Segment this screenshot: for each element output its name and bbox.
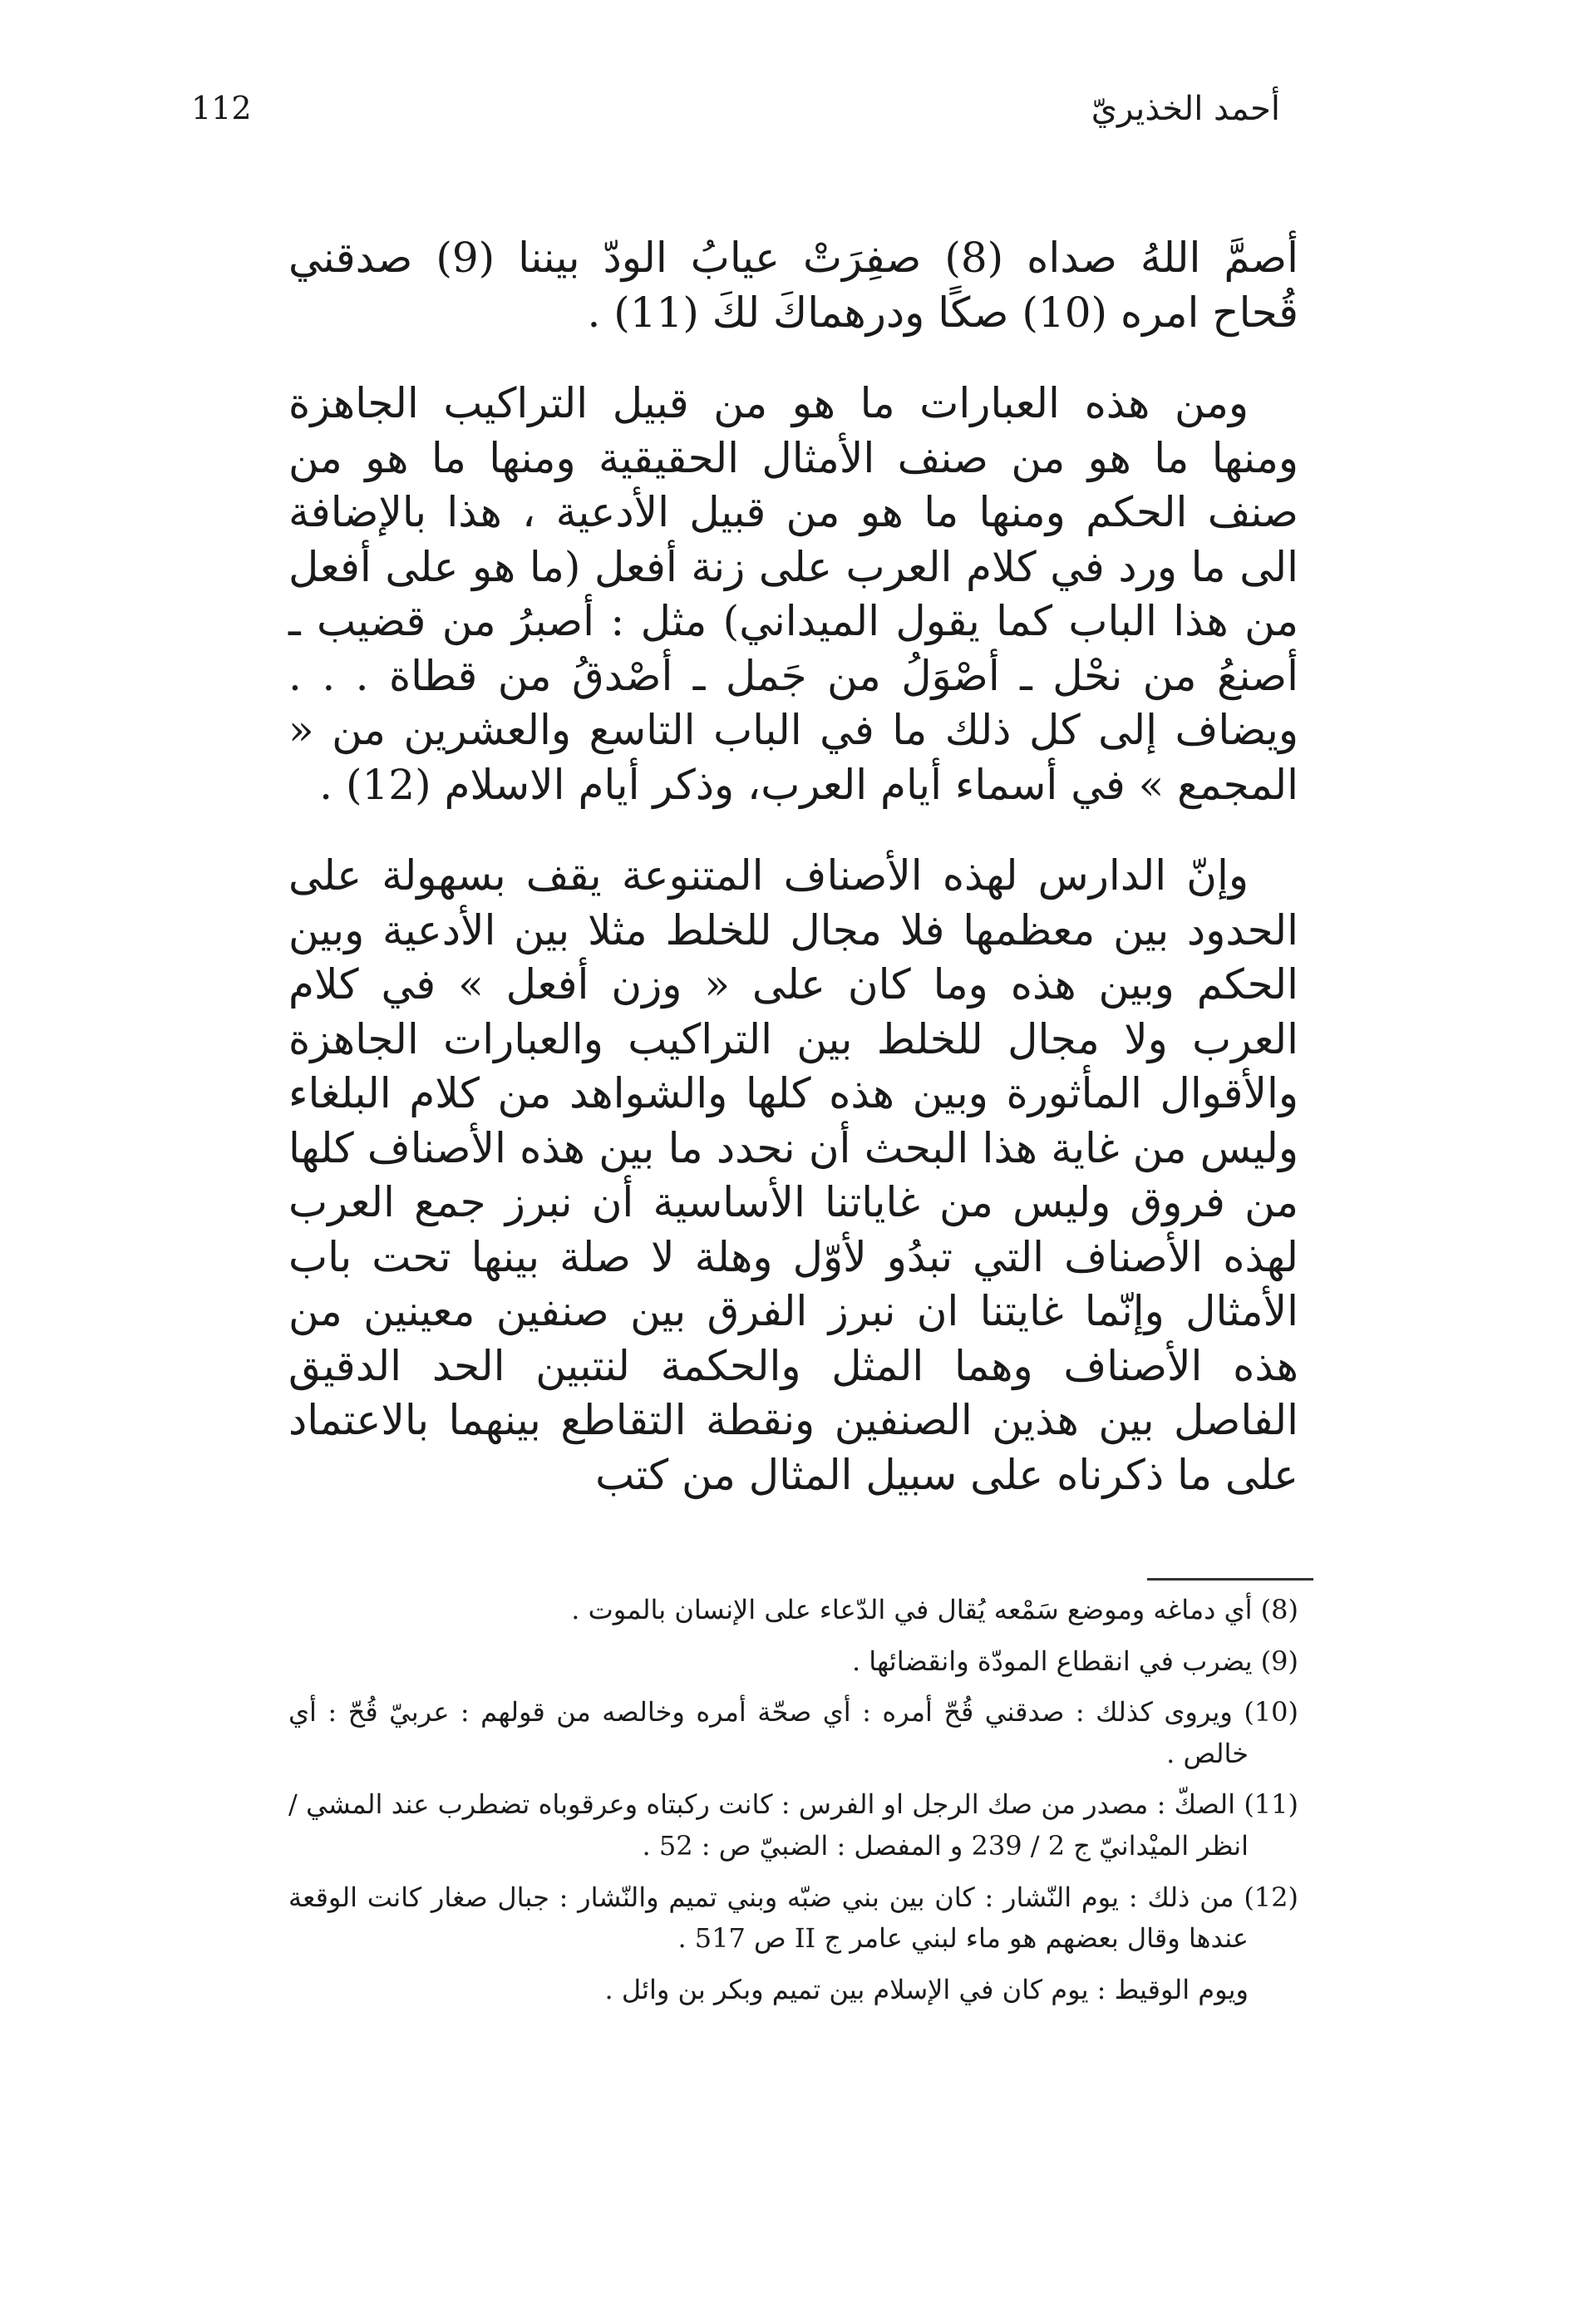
- footnote: (12) من ذلك : يوم النّشار : كان بين بني ضبّه وبني تميم والنّشار : جبال صغار كانت الوقعة عندها وقال بعضهم هو ماء لبني عامر ج II ص 517 .: [288, 1881, 1298, 1955]
- footnote: (9) يضرب في انقطاع المودّة وانقضائها .: [851, 1645, 1298, 1677]
- footnote-continuation: ويوم الوقيط : يوم كان في الإسلام بين تميم وبكر بن وائل .: [604, 1973, 1249, 2005]
- footnotes: [288, 1590, 1298, 2020]
- page-header: [191, 90, 1280, 148]
- body-paragraph: وإنّ الدارس لهذه الأصناف المتنوعة يقف بسهولة على الحدود بين معظمها فلا مجال للخلط مثلا بين الأدعية وبين الحكم وبين هذه وما كان على « وزن أفعل » في كلام العرب ولا مجال للخلط بين التراكيب والعبارات الجاهزة والأقوال المأثورة وبين هذه كلها والشواهد من كلام البلغاء وليس من غاية هذا البحث أن نحدد ما بين هذه الأصناف كلها من فروق وليس من غاياتنا الأساسية أن نبرز جمع العرب لهذه الأصناف التي تبدُو لأوّل وهلة لا صلة بينها تحت باب الأمثال وإنّما غايتنا ان نبرز الفرق بين صنفين معينين من هذه الأصناف وهما المثل والحكمة لنتبين الحد الدقيق الفاصل بين هذين الصنفين ونقطة التقاطع بينهما بالاعتماد على ما ذكرناه على سبيل المثال من كتب: [288, 851, 1299, 1499]
- page-number: 112: [191, 90, 252, 126]
- footnote: (11) الصكّ : مصدر من صك الرجل او الفرس : كانت ركبتاه وعرقوباه تضطرب عند المشي / انظر الميْدانيّ ج 2 / 239 و المفصل : الضبيّ ص : 52 .: [288, 1788, 1298, 1862]
- running-head-author: أحمد الخذيريّ: [1091, 90, 1280, 128]
- footnote: (10) ويروى كذلك : صدقني قُحّ أمره : أي صحّة أمره وخالصه من قولهم : عربيّ قُحّ : أي خالص .: [288, 1696, 1299, 1769]
- footnote-separator: [1147, 1578, 1313, 1581]
- footnote: (8) أي دماغه وموضع سَمْعه يُقال في الدّعاء على الإنسان بالموت .: [571, 1594, 1298, 1625]
- body-paragraph: ومن هذه العبارات ما هو من قبيل التراكيب الجاهزة ومنها ما هو من صنف الأمثال الحقيقية ومنها ما هو من صنف الحكم ومنها ما هو من قبيل الأدعية ، هذا بالإضافة الى ما ورد في كلام العرب على زنة أفعل (ما هو على أفعل من هذا الباب كما يقول الميداني) مثل : أصبرُ من قضيب ـ أصنعُ من نحْل ـ أصْوَلُ من جَمل ـ أصْدقُ من قطاة . . . ويضاف إلى كل ذلك ما في الباب التاسع والعشرين من « المجمع » في أسماء أيام العرب، وذكر أيام الاسلام (12) .: [288, 379, 1298, 809]
- main-text: [288, 231, 1298, 1502]
- body-paragraph: أصمَّ اللهُ صداه (8) صفِرَتْ عيابُ الودّ بيننا (9) صدقني قُحاح امره (10) صكًا ودرهماكَ لكَ (11) .: [288, 234, 1298, 337]
